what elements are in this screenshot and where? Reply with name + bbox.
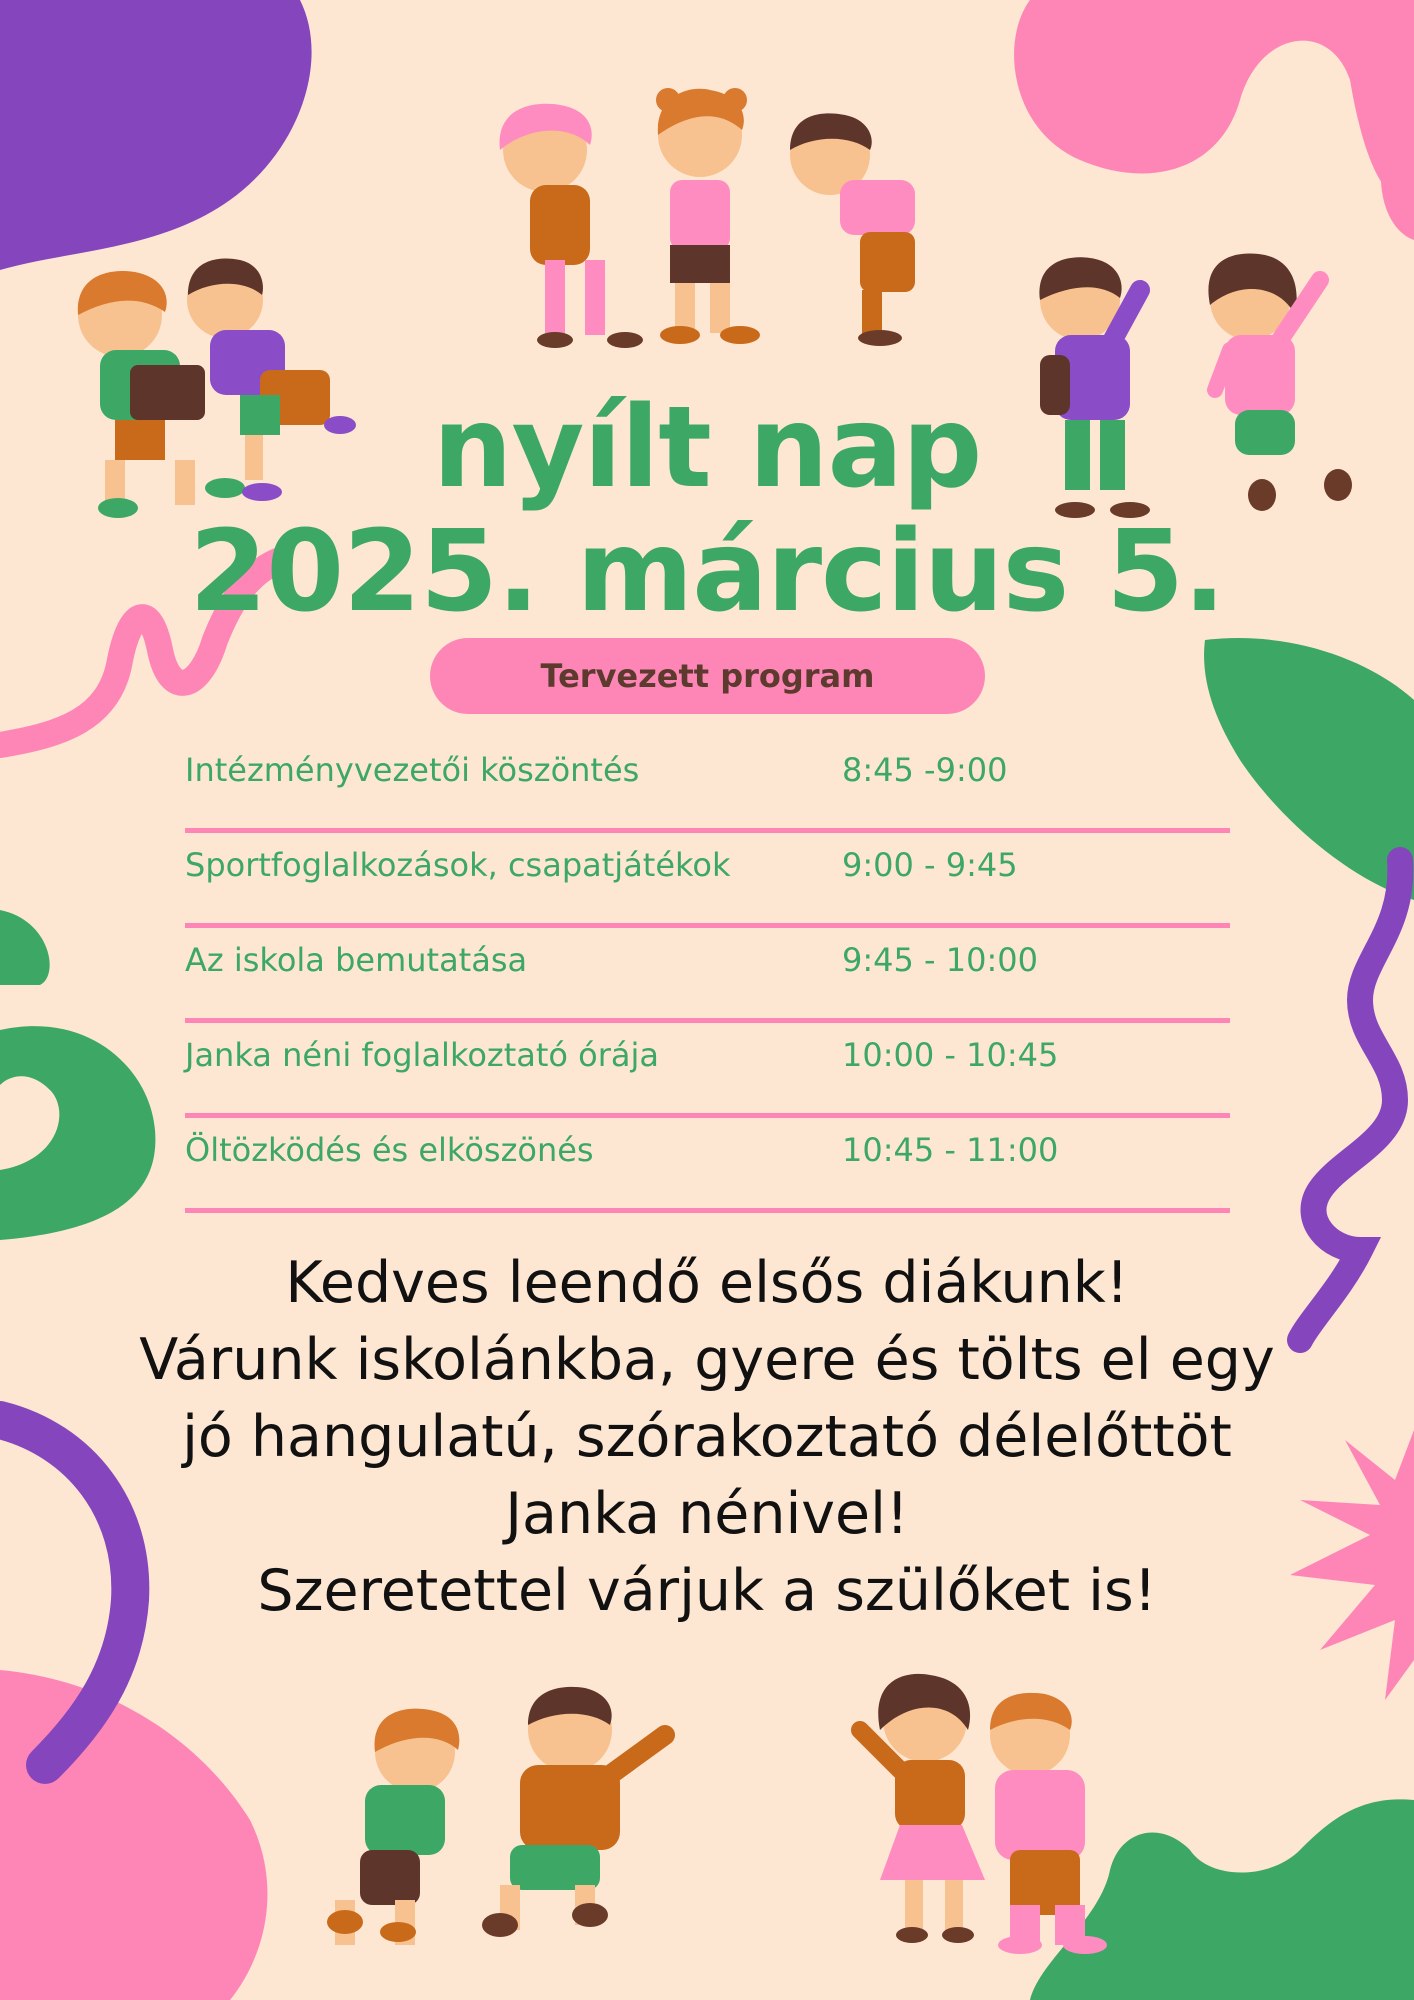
schedule-event: Janka néni foglalkoztató órája (185, 1036, 659, 1074)
kid-illustration (990, 1693, 1107, 1954)
kid-illustration (656, 88, 760, 344)
schedule-row (185, 835, 1230, 928)
schedule-time: 8:45 -9:00 (842, 751, 1008, 789)
kid-illustration (860, 1674, 985, 1943)
schedule-row (185, 930, 1230, 1023)
schedule-time: 9:45 - 10:00 (842, 941, 1038, 979)
kid-illustration (327, 1709, 459, 1945)
schedule-table (185, 740, 1230, 1213)
schedule-time: 10:45 - 11:00 (842, 1131, 1059, 1169)
event-date: 2025. március 5. (189, 507, 1225, 637)
kid-illustration (500, 104, 643, 348)
schedule-event: Öltözködés és elköszönés (185, 1131, 594, 1169)
schedule-event: Sportfoglalkozások, csapatjátékok (185, 846, 731, 884)
schedule-event: Az iskola bemutatása (185, 941, 528, 979)
message-line: Várunk iskolánkba, gyere és tölts el egy (139, 1327, 1275, 1393)
schedule-row (185, 1120, 1230, 1213)
message-line: Kedves leendő elsős diákunk! (285, 1250, 1129, 1316)
schedule-row (185, 740, 1230, 833)
message-line: jó hangulatú, szórakoztató délelőttöt (182, 1404, 1232, 1470)
message-line: Szeretettel várjuk a szülőket is! (257, 1558, 1157, 1624)
schedule-row (185, 1025, 1230, 1118)
poster-title: nyílt nap (432, 383, 982, 513)
message-line: Janka nénivel! (505, 1481, 909, 1547)
kid-illustration (790, 113, 915, 346)
kid-illustration (482, 1687, 665, 1937)
invitation-message (40, 1245, 1374, 1630)
program-heading: Tervezett program (430, 638, 985, 714)
schedule-time: 9:00 - 9:45 (842, 846, 1018, 884)
schedule-time: 10:00 - 10:45 (842, 1036, 1059, 1074)
schedule-event: Intézményvezetői köszöntés (185, 751, 640, 789)
